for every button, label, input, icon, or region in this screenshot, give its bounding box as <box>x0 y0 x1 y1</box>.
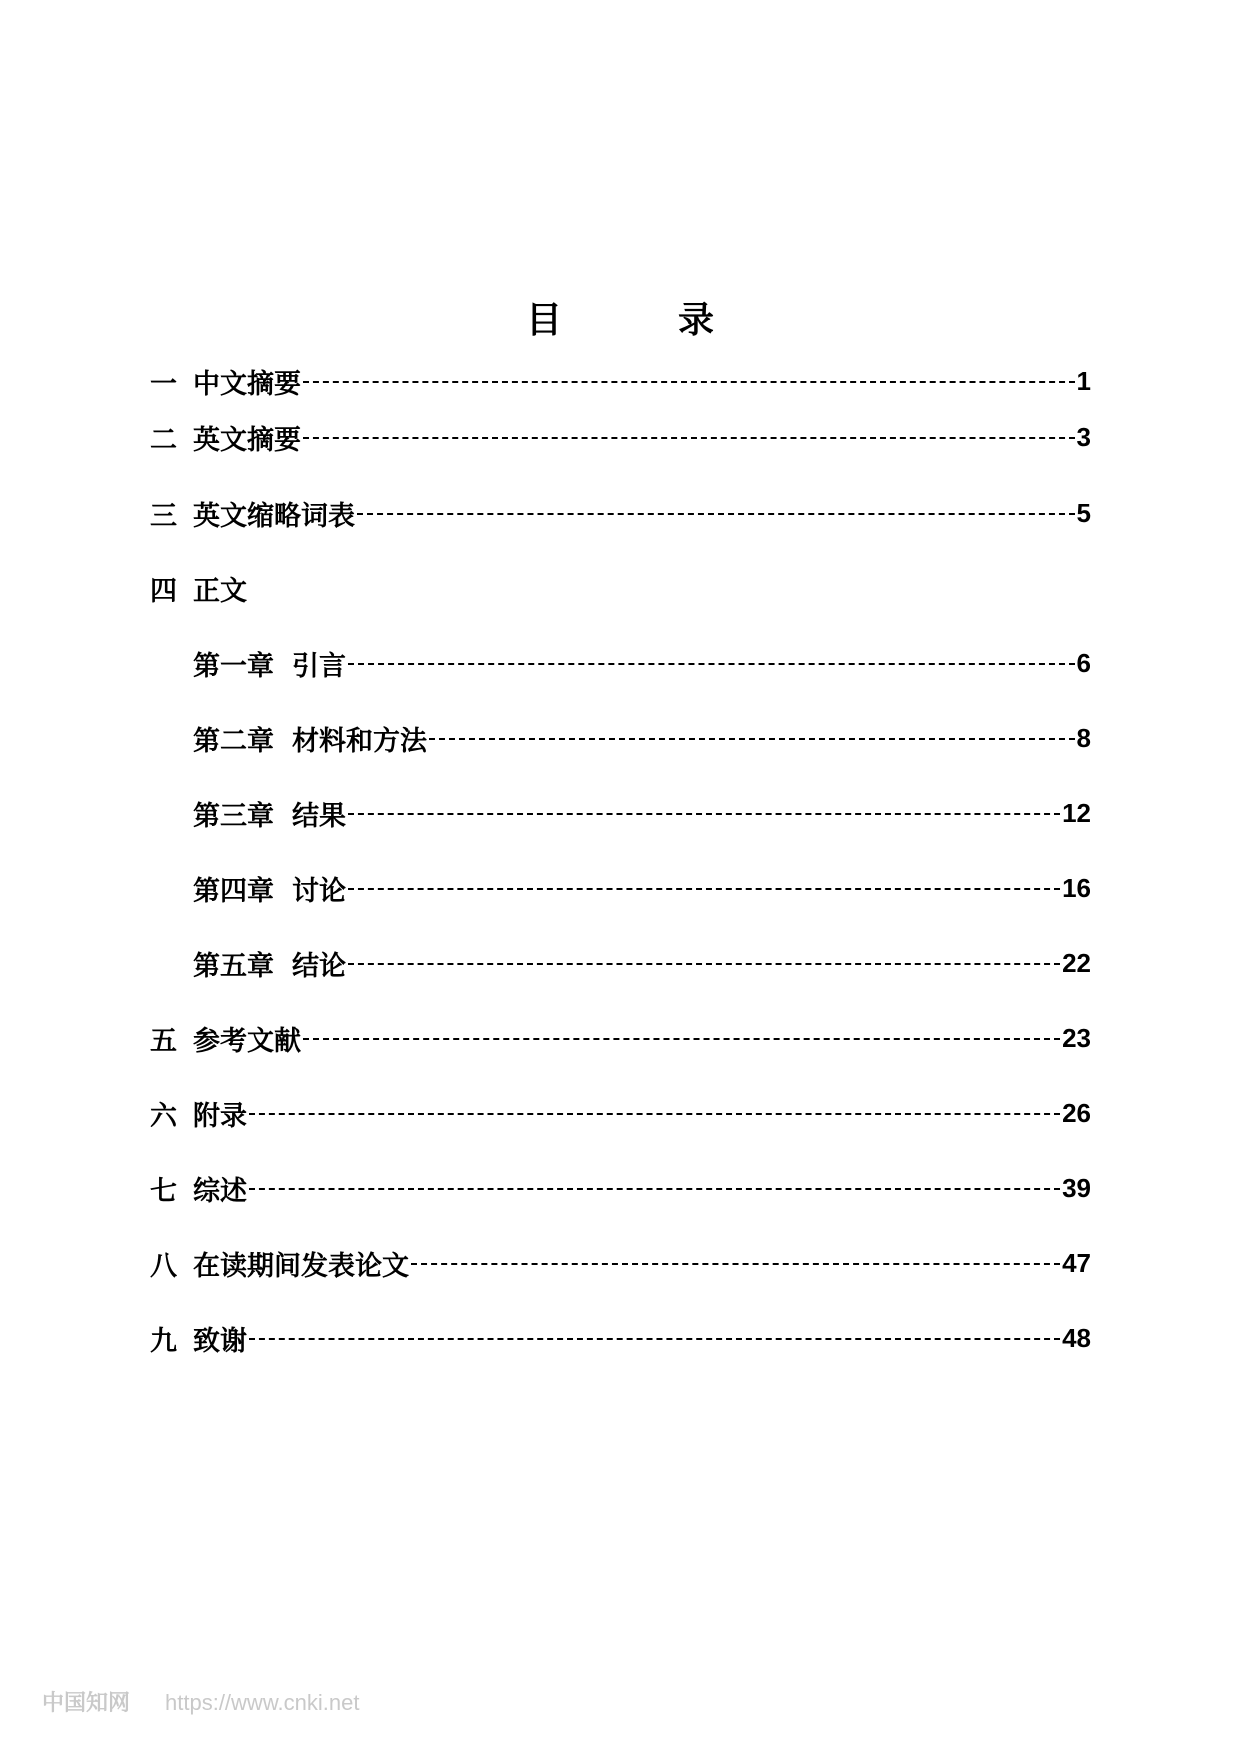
toc-entry-page: 12 <box>1062 797 1091 828</box>
toc-entry-label: 综述 <box>193 1175 247 1207</box>
toc-entry-page: 22 <box>1062 947 1091 978</box>
toc-chapter-entry[interactable] <box>193 868 1091 908</box>
toc-entry-page: 1 <box>1076 365 1091 396</box>
toc-entry-label: 结论 <box>292 950 346 982</box>
toc-entry-page: 5 <box>1076 497 1091 528</box>
toc-entry-label: 参考文献 <box>193 1025 301 1057</box>
toc-entry-number: 七 <box>150 1175 177 1207</box>
toc-chapter-number: 第二章 <box>193 725 274 757</box>
toc-entry-label: 讨论 <box>292 875 346 907</box>
watermark-url: https://www.cnki.net <box>165 1690 360 1715</box>
toc-entry[interactable] <box>150 493 1091 533</box>
toc-entry-label: 英文摘要 <box>193 424 301 456</box>
toc-entry-label: 结果 <box>292 800 346 832</box>
toc-entry-label: 引言 <box>292 650 346 682</box>
toc-entry-page: 3 <box>1076 421 1091 452</box>
toc-entry-page: 26 <box>1062 1097 1091 1128</box>
toc-leader <box>411 1263 1060 1265</box>
toc-entry-page: 16 <box>1062 872 1091 903</box>
toc-entry-label: 正文 <box>193 575 247 607</box>
toc-entry-page: 6 <box>1076 647 1091 678</box>
toc-section-heading <box>150 568 1091 608</box>
toc-leader <box>357 513 1075 515</box>
toc-leader <box>348 963 1060 965</box>
toc-leader <box>249 1338 1060 1340</box>
toc-entry-label: 英文缩略词表 <box>193 500 355 532</box>
toc-leader <box>348 888 1060 890</box>
toc-chapter-entry[interactable] <box>193 718 1091 758</box>
toc-leader <box>303 1038 1060 1040</box>
toc-entry[interactable] <box>150 417 1091 457</box>
toc-entry-label: 在读期间发表论文 <box>193 1250 409 1282</box>
toc-leader <box>249 1113 1060 1115</box>
toc-entry-page: 48 <box>1062 1322 1091 1353</box>
toc-entry-number: 一 <box>150 368 177 400</box>
toc-entry-label: 材料和方法 <box>292 725 427 757</box>
toc-entry[interactable] <box>150 361 1091 401</box>
toc-entry[interactable] <box>150 1018 1091 1058</box>
toc-entry-label: 中文摘要 <box>193 368 301 400</box>
toc-entry-number: 六 <box>150 1100 177 1132</box>
toc-leader <box>348 663 1075 665</box>
toc-entry[interactable] <box>150 1243 1091 1283</box>
toc-entry[interactable] <box>150 1318 1091 1358</box>
toc-title: 目 录 <box>525 300 754 341</box>
toc-leader <box>429 738 1075 740</box>
toc-entry-page: 8 <box>1076 722 1091 753</box>
watermark <box>42 1686 359 1717</box>
toc-entry[interactable] <box>150 1093 1091 1133</box>
toc-leader <box>348 813 1060 815</box>
toc-entry-number: 五 <box>150 1025 177 1057</box>
toc-entry-page: 39 <box>1062 1172 1091 1203</box>
toc-chapter-entry[interactable] <box>193 943 1091 983</box>
watermark-logo: 中国知网 <box>42 1691 131 1716</box>
toc-entry[interactable] <box>150 1168 1091 1208</box>
toc-entry-number: 二 <box>150 424 177 456</box>
toc-chapter-entry[interactable] <box>193 643 1091 683</box>
toc-entry-number: 九 <box>150 1325 177 1357</box>
toc-leader <box>303 381 1075 383</box>
toc-entry-label: 附录 <box>193 1100 247 1132</box>
toc-entry-number: 三 <box>150 500 177 532</box>
toc-entry-number: 四 <box>150 575 177 607</box>
toc-chapter-number: 第三章 <box>193 800 274 832</box>
toc-chapter-entry[interactable] <box>193 793 1091 833</box>
toc-entry-page: 47 <box>1062 1247 1091 1278</box>
toc-chapter-number: 第一章 <box>193 650 274 682</box>
toc-entry-label: 致谢 <box>193 1325 247 1357</box>
toc-chapter-number: 第五章 <box>193 950 274 982</box>
toc-entry-number: 八 <box>150 1250 177 1282</box>
toc-chapter-number: 第四章 <box>193 875 274 907</box>
toc-entry-page: 23 <box>1062 1022 1091 1053</box>
toc-leader <box>303 437 1075 439</box>
toc-leader <box>249 1188 1060 1190</box>
